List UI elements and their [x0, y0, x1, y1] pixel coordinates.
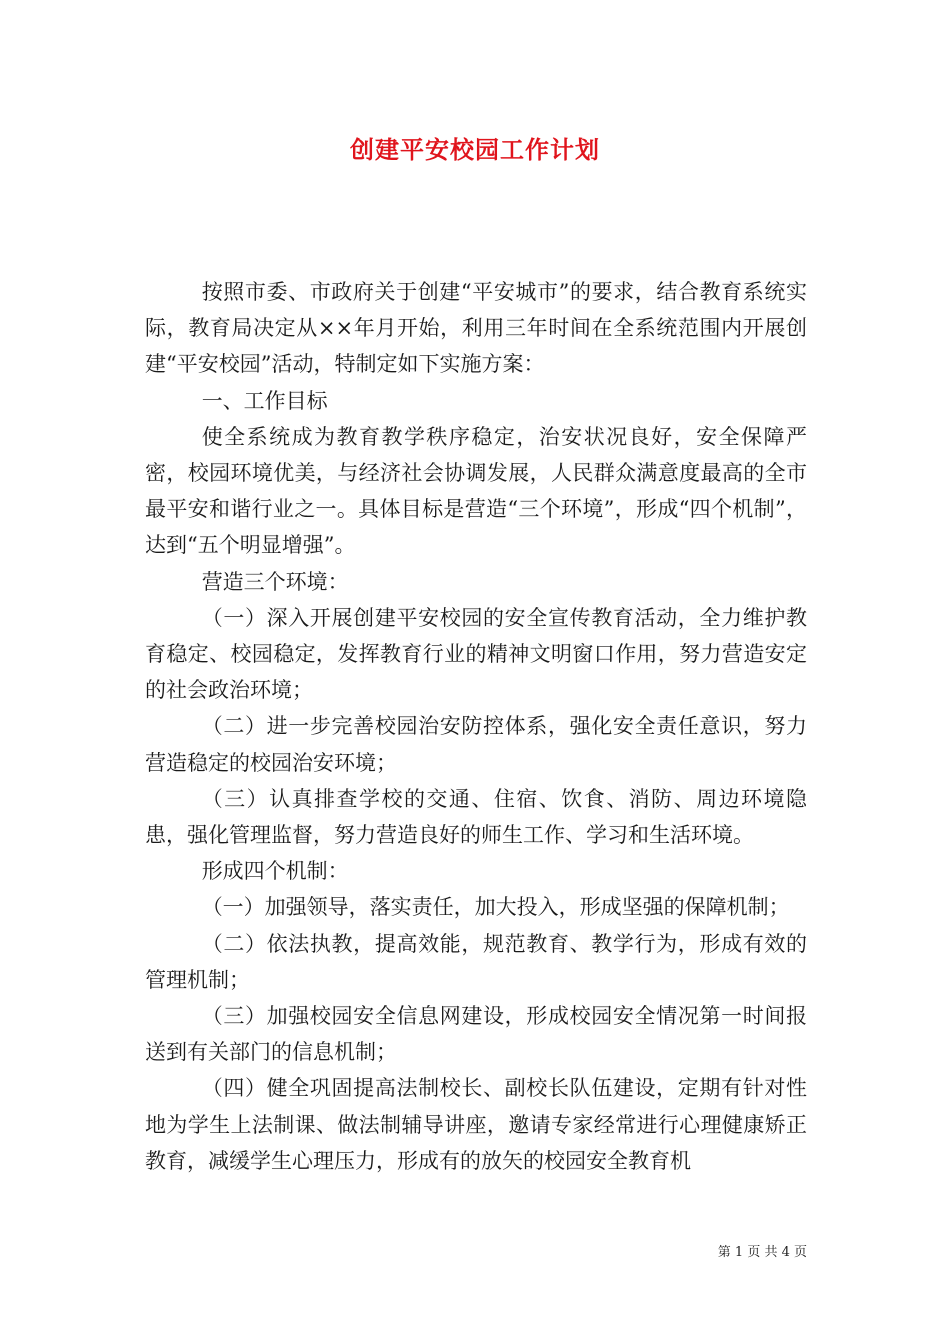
subheading-three-environments: 营造三个环境：: [201, 569, 349, 594]
environment-item-3: （三）认真排查学校的交通、住宿、饮食、消防、周边环境隐患，强化管理监督，努力营造良好的师生工作、学习和生活环境。: [145, 786, 807, 848]
goals-paragraph: 使全系统成为教育教学秩序稳定，治安状况良好，安全保障严密，校园环境优美，与经济社会协调发展，人民群众满意度最高的全市最平安和谐行业之一。具体目标是营造“三个环境”，形成“四个机制”，达到“五个明显增强”。: [145, 424, 807, 558]
subheading-four-mechanisms: 形成四个机制：: [201, 859, 349, 884]
mechanism-item-1: （一）加强领导，落实责任，加大投入，形成坚强的保障机制；: [201, 895, 790, 920]
environment-item-1: （一）深入开展创建平安校园的安全宣传教育活动，全力维护教育稳定、校园稳定，发挥教育行业的精神文明窗口作用，努力营造安定的社会政治环境；: [145, 605, 807, 703]
section-heading-goals: 一、工作目标: [201, 388, 328, 413]
environment-item-2: （二）进一步完善校园治安防控体系，强化安全责任意识，努力营造稳定的校园治安环境；: [145, 714, 807, 775]
document-body: [145, 274, 807, 1179]
intro-paragraph: 按照市委、市政府关于创建“平安城市”的要求，结合教育系统实际，教育局决定从××年月开始，利用三年时间在全系统范围内开展创建“平安校园”活动，特制定如下实施方案：: [145, 280, 807, 377]
mechanism-item-2: （二）依法执教，提高效能，规范教育、教学行为，形成有效的管理机制；: [145, 931, 807, 992]
page-title: 创建平安校园工作计划: [350, 135, 600, 164]
page-number: 第 1 页 共 4 页: [717, 1245, 807, 1260]
mechanism-item-3: （三）加强校园安全信息网建设，形成校园安全情况第一时间报送到有关部门的信息机制；: [145, 1004, 807, 1065]
mechanism-item-4: （四）健全巩固提高法制校长、副校长队伍建设，定期有针对性地为学生上法制课、做法制辅导讲座，邀请专家经常进行心理健康矫正教育，减缓学生心理压力，形成有的放矢的校园安全教育机: [145, 1076, 807, 1173]
